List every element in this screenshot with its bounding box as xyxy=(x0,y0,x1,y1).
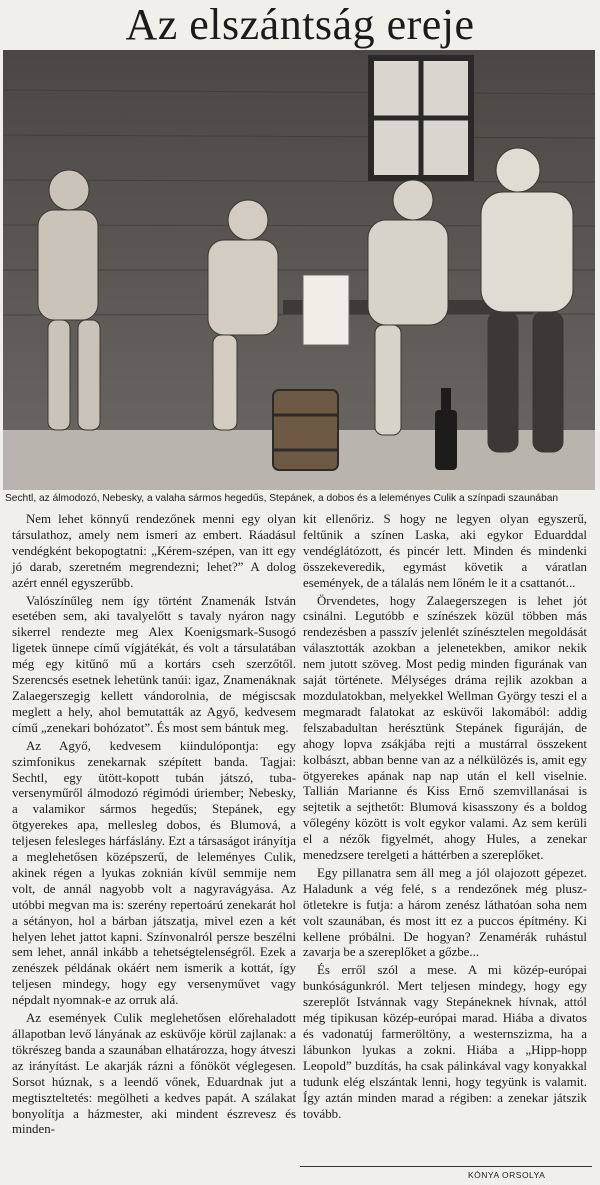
author-byline: KÓNYA ORSOLYA xyxy=(468,1170,546,1180)
paragraph: Az események Culik meglehetősen előrehaladott állapotban levő lányának az esküvője körül zajlanak: a tökrészeg banda a szaunában elhatározza, hogy átveszi az irányítást. Le akarják rázni a főnököt véglegesen. Sorsot húznak, s a leendő vőnek, Eduardnak jut a megtiszteltetés: megölheti a kedves papát. A szálakat bonyolítja a házmester, aki mindent észrevesz és minden- xyxy=(12,1011,296,1137)
paragraph: Örvendetes, hogy Zalaegerszegen is lehet jót csinálni. Legutóbb e színészek közül többen más rendezésben a passzív jelenlét színésztelen megoldását választották azokban a jelenetekben, amikor nekik nem jutott szöveg. Most pedig minden figurának van saját története. Mélységes dráma rejlik azokban a mozdulatokban, melyekkel Wellman György teszi el a megmaradt falatokat az esküvői lakomából: addig felszabadultan herésztünk Stepánek figuráján, de ahogy lopva zsákjába rejti a mustárral összekent kolbászt, abban benne van az a nélkülözés is, amit egy ötgyerekes apának nap nap után el kell viselnie. Tallián Marianne és Kiss Ernő szemvillanásai is sejtetik a sejthetőt: Blumová kisasszony és a boldog vőlegény között is volt egykor valami. Az sem kerüli el a nézők figyelmét, ahogy Hules, a zenekar menedzsere terelgeti a háttérben a szereplőket. xyxy=(303,593,587,863)
paragraph: kit ellenőriz. S hogy ne legyen olyan egyszerű, feltűnik a színen Laska, aki egykor Eduarddal vendéglátózott, és pincér lett. Minden és mindenki összekeveredik, egymást követik a váratlan események, de a tálalás nem lőném le it a csattanót... xyxy=(303,512,587,590)
photo-caption: Sechtl, az álmodozó, Nebesky, a valaha sármos hegedűs, Stepánek, a dobos és a leleményes Culik a színpadi szaunában xyxy=(5,493,559,504)
article-column-left xyxy=(12,512,296,1140)
article-title: Az elszántság ereje xyxy=(125,0,475,49)
article-photo xyxy=(3,50,595,490)
paragraph: Valószínűleg nem így történt Znamenák István esetében sem, aki tavalyelőtt s tavaly nyáron nagy sikerrel rendezte meg Alex Koenigsmark-Susogó ligetek ünnepe című vígjátékát, és volt a társulatában még egy kitűnő mű a kortárs cseh szerzőtől. Szerencsés esetnek lehetünk tanúi: igaz, Znamenáknak Zalaegerszegig kellett vándorolnia, de mégiscsak meglett a hely, ahol bemutatták az Agyő, kedvesem című „zenekari bohózatot”. És most sem bántuk meg. xyxy=(12,593,296,735)
sauna-scene-photo xyxy=(3,50,595,490)
article-column-right xyxy=(303,512,587,1124)
paragraph: Az Agyő, kedvesem kiindulópontja: egy szimfonikus zenekarnak szépített banda. Tagjai: Sechtl, egy ütött-kopott tubán játszó, tuba-versenyműről álmodozó régimódi úriember; Nebesky, a valamikor sármos hegedűs; Stepánek, egy ötgyerekes apa, mellesleg dobos, és Blumová, a teljesen felesleges hárfáslány. Ezt a társaságot irányítja a meglehetősen középszerű, de leleményes Culik, akinek régen a lyukas zoknián kívül semmije nem volt, de annál nagyobb volt a nagyravágyása. Az utóbbi megvan ma is: szerény repertoárú zenekarát hol a sétányon, hol a bárban játszatja, mivel ezen a két helyen lehet jattot kapni. Színvonalról persze beszélni sem lehet, annál inkább a tehetségtelenségről. Ezek a zenészek példának okáért nem ismerik a kottát, így teljesen mindegy, hogy egy versenyművet vagy népdalt nyomnak-e az orruk alá. xyxy=(12,738,296,1008)
byline-rule xyxy=(300,1166,592,1167)
paragraph: Egy pillanatra sem áll meg a jól olajozott gépezet. Haladunk a vég felé, s a rendezőnek még plusz-ötletekre is futja: a három zenész láthatóan soha nem volt szaunában, és most itt ez a puccos építmény. Ki kellene próbálni. De hogyan? Zenamérák ruhástul zavarja be a szereplőket a gőzbe... xyxy=(303,865,587,960)
paragraph: És erről szól a mese. A mi közép-európai bunkóságunkról. Mert teljesen mindegy, hogy egy szereplőt Istvánnak vagy Stepáneknek hívnak, attól még tipikusan közép-európai marad. Hiába a divatos és vadonatúj farmeröltöny, a westernszizma, ha a lábunkon lyukas a zokni. Hiába a „Hipp-hopp Leopold” buzdítás, ha csak pálinkával vagy konyakkal tudunk elég elszántak lenni, hogy tegyünk is valamit. Így aztán minden marad a régiben: a zenekar játszik tovább. xyxy=(303,963,587,1121)
paragraph: Nem lehet könnyű rendezőnek menni egy olyan társulathoz, amely nem ismeri az embert. Ráadásul vendégként bekopogtatni: „Kérem-szépen, van itt egy jó darab, szeretném megrendezni; lehet?” A dolog azért ennél egyszerűbb. xyxy=(12,512,296,590)
